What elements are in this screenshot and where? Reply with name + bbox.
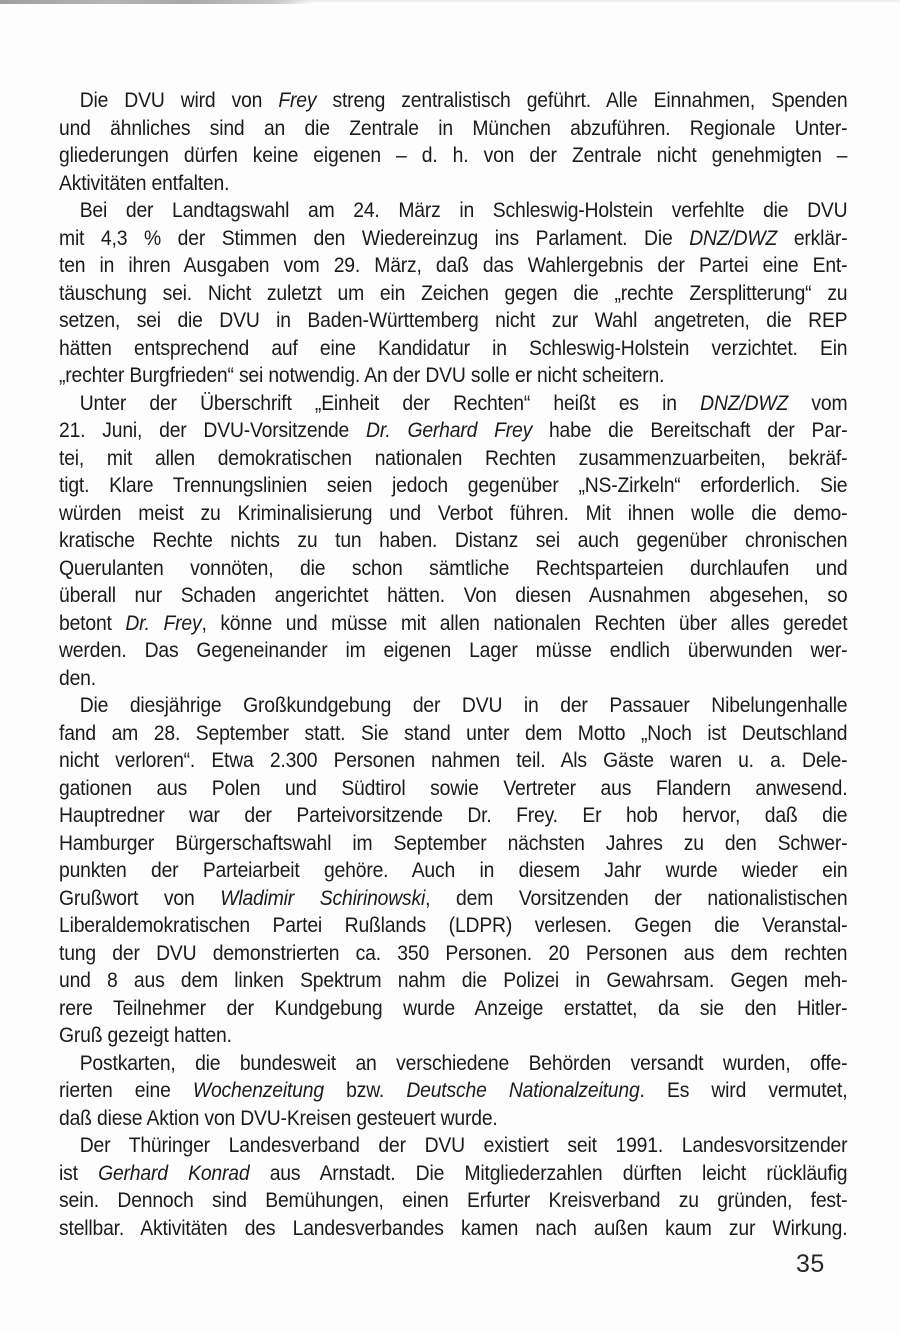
text-line-p4-l12 — [59, 995, 847, 1023]
text-segment: Postkarten, die bundesweit an verschiedene Behörden versandt wurden, offe- — [79, 1050, 848, 1075]
italic-text-segment: DNZ/DWZ — [700, 390, 789, 415]
text-segment: bzw. — [323, 1078, 407, 1102]
text-line-p3-l10 — [59, 637, 847, 665]
text-line-p3-l7 — [59, 555, 847, 583]
text-line-p6-l3 — [59, 1187, 847, 1215]
italic-text-segment: Dr. Frey — [125, 610, 202, 635]
text-line-p3-l8 — [59, 582, 847, 610]
text-segment: werden. Das Gegeneinander im eigenen Lager müsse endlich überwunden wer- — [59, 638, 848, 662]
text-segment: streng zentralistisch geführt. Alle Einnahmen, Spenden — [316, 88, 848, 112]
text-line-p3-l11 — [59, 665, 847, 693]
text-line-p2-l3 — [59, 252, 847, 280]
text-segment: betont — [59, 610, 126, 635]
text-segment: setzen, sei die DVU in Baden-Württemberg nicht zur Wahl angetreten, die REP — [59, 308, 848, 332]
text-line-p2-l4 — [59, 280, 847, 308]
text-segment: Die DVU wird von — [79, 88, 279, 112]
text-segment: , könne und müsse mit allen nationalen Rechten über alles geredet — [201, 610, 848, 635]
text-line-p5-l2 — [59, 1077, 847, 1105]
text-segment: Querulanten vonnöten, die schon sämtliche Rechtsparteien durchlaufen und — [59, 555, 848, 580]
text-line-p4-l6 — [59, 830, 847, 858]
text-segment: fand am 28. September statt. Sie stand unter dem Motto „Noch ist Deutschland — [59, 720, 848, 745]
text-segment: sein. Dennoch sind Bemühungen, einen Erfurter Kreisverband zu gründen, fest- — [59, 1188, 848, 1212]
text-segment: stellbar. Aktivitäten des Landesverbandes kamen nach außen kaum zur Wirkung. — [59, 1215, 848, 1240]
text-segment: und ähnliches sind an die Zentrale in München abzuführen. Regionale Unter- — [59, 115, 848, 140]
text-segment: hätten entsprechend auf eine Kandidatur in Schleswig-Holstein verzichtet. Ein — [59, 335, 848, 360]
text-line-p4-l2 — [59, 720, 847, 748]
text-line-p4-l10 — [59, 940, 847, 968]
text-segment: habe die Bereitschaft der Par- — [532, 418, 848, 442]
text-line-p1-l2 — [59, 115, 847, 143]
text-segment: täuschung sei. Nicht zuletzt um ein Zeichen gegen die „rechte Zersplitterung“ zu — [59, 280, 848, 305]
text-segment: Grußwort von — [59, 885, 221, 910]
italic-text-segment: Frey — [278, 88, 317, 112]
text-segment: vom — [788, 390, 848, 415]
italic-text-segment: Gerhard Konrad — [98, 1160, 250, 1185]
text-segment: Bei der Landtagswahl am 24. März in Schleswig-Holstein verfehlte die DVU — [79, 198, 848, 222]
page-number: 35 — [796, 1250, 825, 1278]
italic-text-segment: Deutsche Nationalzeitung — [406, 1078, 640, 1102]
text-line-p2-l5 — [59, 307, 847, 335]
text-segment: rere Teilnehmer der Kundgebung wurde Anzeige erstattet, da sie den Hitler- — [59, 995, 848, 1020]
text-segment: daß diese Aktion von DVU-Kreisen gesteuert wurde. — [59, 1105, 498, 1130]
text-segment: Gruß gezeigt hatten. — [59, 1023, 232, 1047]
text-line-p2-l6 — [59, 335, 847, 363]
text-line-p4-l5 — [59, 802, 847, 830]
text-segment: mit 4,3 % der Stimmen den Wiedereinzug ins Parlament. Die — [59, 225, 690, 250]
text-line-p4-l8 — [59, 885, 847, 913]
text-line-p4-l1 — [59, 692, 847, 720]
text-line-p4-l3 — [59, 747, 847, 775]
text-line-p2-l2 — [59, 225, 847, 253]
text-line-p3-l6 — [59, 527, 847, 555]
text-segment: Hamburger Bürgerschaftswahl im September nächsten Jahres zu den Schwer- — [59, 830, 848, 855]
text-line-p3-l3 — [59, 445, 847, 473]
text-segment: erklär- — [777, 225, 848, 250]
text-line-p1-l3 — [59, 142, 847, 170]
text-line-p6-l2 — [59, 1160, 847, 1188]
italic-text-segment: Wochenzeitung — [192, 1078, 324, 1102]
text-segment: Die diesjährige Großkundgebung der DVU in der Passauer Nibelungenhalle — [79, 693, 848, 717]
italic-text-segment: Dr. Gerhard Frey — [366, 418, 533, 442]
text-segment: den. — [59, 665, 96, 690]
text-line-p2-l1 — [59, 197, 847, 225]
scan-artifact-bar — [0, 0, 312, 4]
text-segment: und 8 aus dem linken Spektrum nahm die Polizei in Gewahrsam. Gegen meh- — [59, 968, 848, 992]
text-segment: punkten der Parteiarbeit gehöre. Auch in diesem Jahr wurde wieder ein — [59, 858, 848, 882]
text-segment: 21. Juni, der DVU-Vorsitzende — [59, 418, 367, 442]
text-segment: Hauptredner war der Parteivorsitzende Dr. Frey. Er hob hervor, daß die — [59, 803, 848, 827]
text-segment: kratische Rechte nichts zu tun haben. Distanz sei auch gegenüber chronischen — [59, 528, 848, 552]
text-segment: „rechter Burgfrieden“ sei notwendig. An der DVU solle er nicht scheitern. — [59, 363, 665, 387]
text-line-p3-l2 — [59, 417, 847, 445]
text-line-p3-l1 — [59, 390, 847, 418]
text-segment: rierten eine — [59, 1078, 193, 1102]
italic-text-segment: Wladimir Schirinowski — [220, 885, 426, 910]
text-segment: gationen aus Polen und Südtirol sowie Vertreter aus Flandern anwesend. — [59, 775, 848, 800]
text-line-p6-l1 — [59, 1132, 847, 1160]
text-line-p3-l9 — [59, 610, 847, 638]
text-line-p4-l7 — [59, 857, 847, 885]
text-segment: gliederungen dürfen keine eigenen – d. h. von der Zentrale nicht genehmigten – — [59, 143, 848, 167]
text-line-p5-l1 — [59, 1050, 847, 1078]
text-segment: Liberaldemokratischen Partei Rußlands (LDPR) verlesen. Gegen die Veranstal- — [59, 913, 848, 937]
text-segment: Aktivitäten entfalten. — [59, 170, 230, 195]
text-segment: , dem Vorsitzenden der nationalistischen — [425, 885, 848, 910]
text-line-p1-l4 — [59, 170, 847, 198]
text-line-p4-l13 — [59, 1022, 847, 1050]
text-line-p6-l4 — [59, 1215, 847, 1243]
text-line-p4-l9 — [59, 912, 847, 940]
italic-text-segment: DNZ/DWZ — [689, 225, 778, 250]
text-line-p4-l11 — [59, 967, 847, 995]
text-line-p2-l7 — [59, 362, 847, 390]
text-segment: ist — [59, 1160, 99, 1185]
text-line-p3-l5 — [59, 500, 847, 528]
text-segment: aus Arnstadt. Die Mitgliederzahlen dürften leicht rückläufig — [249, 1160, 848, 1185]
text-segment: tigt. Klare Trennungslinien seien jedoch gegenüber „NS-Zirkeln“ erforderlich. Sie — [59, 473, 848, 497]
text-line-p1-l1 — [59, 87, 847, 115]
text-segment: . Es wird vermutet, — [639, 1078, 848, 1102]
text-segment: ten in ihren Ausgaben vom 29. März, daß das Wahlergebnis der Partei eine Ent- — [59, 253, 848, 277]
text-segment: überall nur Schaden angerichtet hätten. Von diesen Ausnahmen abgesehen, so — [59, 583, 848, 607]
text-line-p5-l3 — [59, 1105, 847, 1133]
text-line-p3-l4 — [59, 472, 847, 500]
text-segment: tung der DVU demonstrierten ca. 350 Personen. 20 Personen aus dem rechten — [59, 940, 848, 965]
text-segment: würden meist zu Kriminalisierung und Verbot führen. Mit ihnen wolle die demo- — [59, 500, 848, 525]
body-text — [59, 87, 849, 1242]
text-segment: Unter der Überschrift „Einheit der Rechten“ heißt es in — [79, 390, 701, 415]
text-line-p4-l4 — [59, 775, 847, 803]
text-segment: nicht verloren“. Etwa 2.300 Personen nahmen teil. Als Gäste waren u. a. Dele- — [59, 748, 848, 772]
text-segment: tei, mit allen demokratischen nationalen Rechten zusammenzuarbeiten, bekräf- — [59, 445, 848, 470]
text-segment: Der Thüringer Landesverband der DVU existiert seit 1991. Landesvorsitzender — [79, 1133, 848, 1157]
